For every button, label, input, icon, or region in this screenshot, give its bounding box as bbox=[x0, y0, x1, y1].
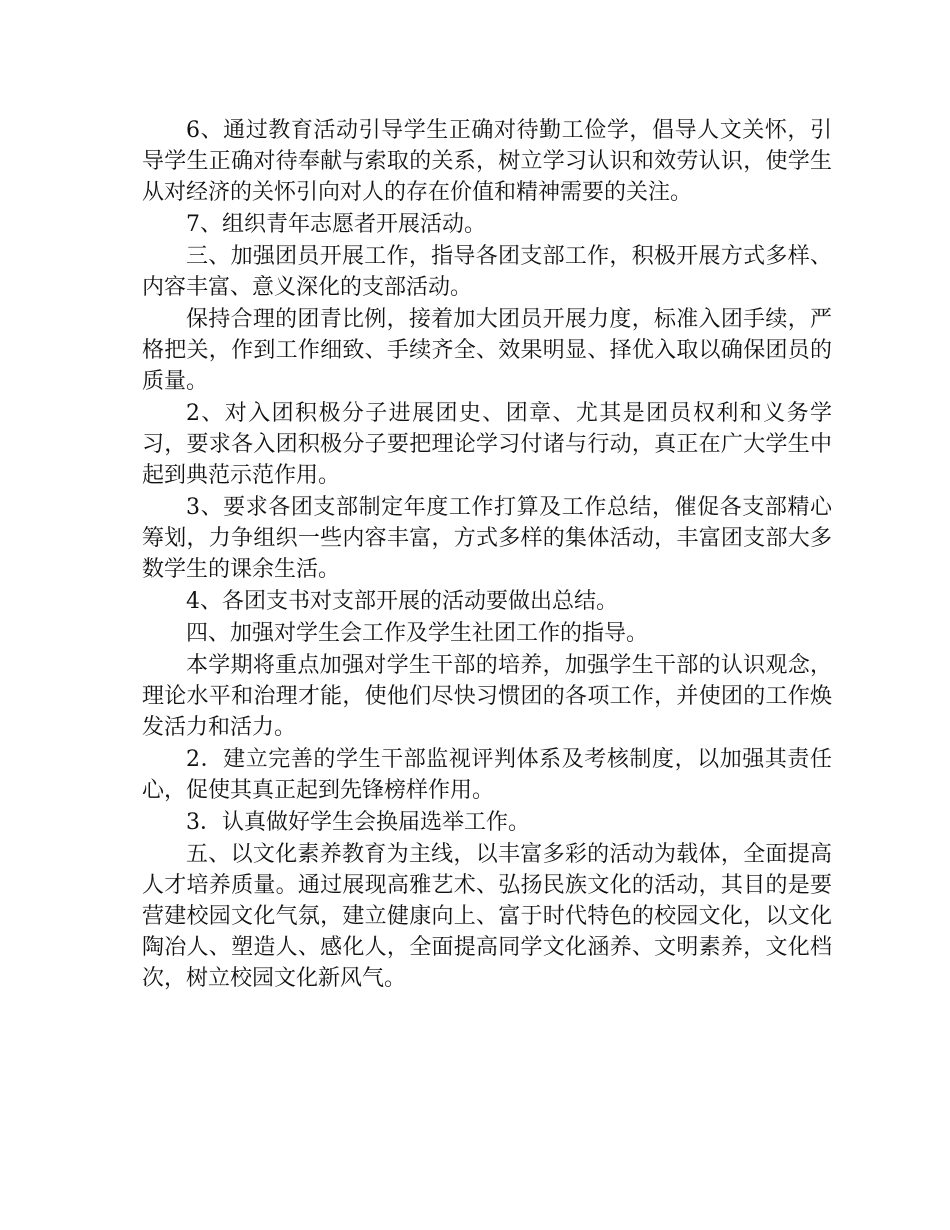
paragraph-item-3: 3、要求各团支部制定年度工作打算及工作总结，催促各支部精心筹划，力争组织一些内容丰富，方式多样的集体活动，丰富团支部大多数学生的课余生活。 bbox=[142, 495, 832, 582]
paragraph-item-6: 6、通过教育活动引导学生正确对待勤工俭学，倡导人文关怀，引导学生正确对待奉献与索取的关系，树立学习认识和效劳认识，使学生从对经济的关怀引向对人的存在价值和精神需要的关注。 bbox=[142, 118, 832, 205]
paragraph-training: 本学期将重点加强对学生干部的培养，加强学生干部的认识观念，理论水平和治理才能，使他们尽快习惯团的各项工作，并使团的工作焕发活力和活力。 bbox=[142, 653, 832, 740]
paragraph-item-7: 7、组织青年志愿者开展活动。 bbox=[186, 212, 486, 237]
paragraph-item-2: 2、对入团积极分子进展团史、团章、尤其是团员权利和义务学习，要求各入团积极分子要把理论学习付诸与行动，真正在广大学生中起到典范示范作用。 bbox=[142, 401, 832, 488]
section-heading-4: 四、加强对学生会工作及学生社团工作的指导。 bbox=[186, 621, 649, 646]
section-heading-3: 三、加强团员开展工作，指导各团支部工作，积极开展方式多样、内容丰富、意义深化的支部活动。 bbox=[142, 244, 832, 300]
paragraph-item-4: 4、各团支书对支部开展的活动要做出总结。 bbox=[186, 589, 618, 614]
paragraph-ratio: 保持合理的团青比例，接着加大团员开展力度，标准入团手续，严格把关，作到工作细致、手续齐全、效果明显、择优入取以确保团员的质量。 bbox=[142, 307, 832, 394]
paragraph-evaluation: 2．建立完善的学生干部监视评判体系及考核制度，以加强其责任心，促使其真正起到先锋榜样作用。 bbox=[142, 747, 832, 803]
document-page bbox=[142, 115, 832, 994]
section-heading-5: 五、以文化素养教育为主线，以丰富多彩的活动为载体，全面提高人才培养质量。通过展现高雅艺术、弘扬民族文化的活动，其目的是要营建校园文化气氛，建立健康向上、富于时代特色的校园文化，以文化陶冶人、塑造人、感化人，全面提高同学文化涵养、文明素养，文化档次，树立校园文化新风气。 bbox=[142, 842, 832, 991]
paragraph-election: 3．认真做好学生会换届选举工作。 bbox=[186, 810, 530, 835]
